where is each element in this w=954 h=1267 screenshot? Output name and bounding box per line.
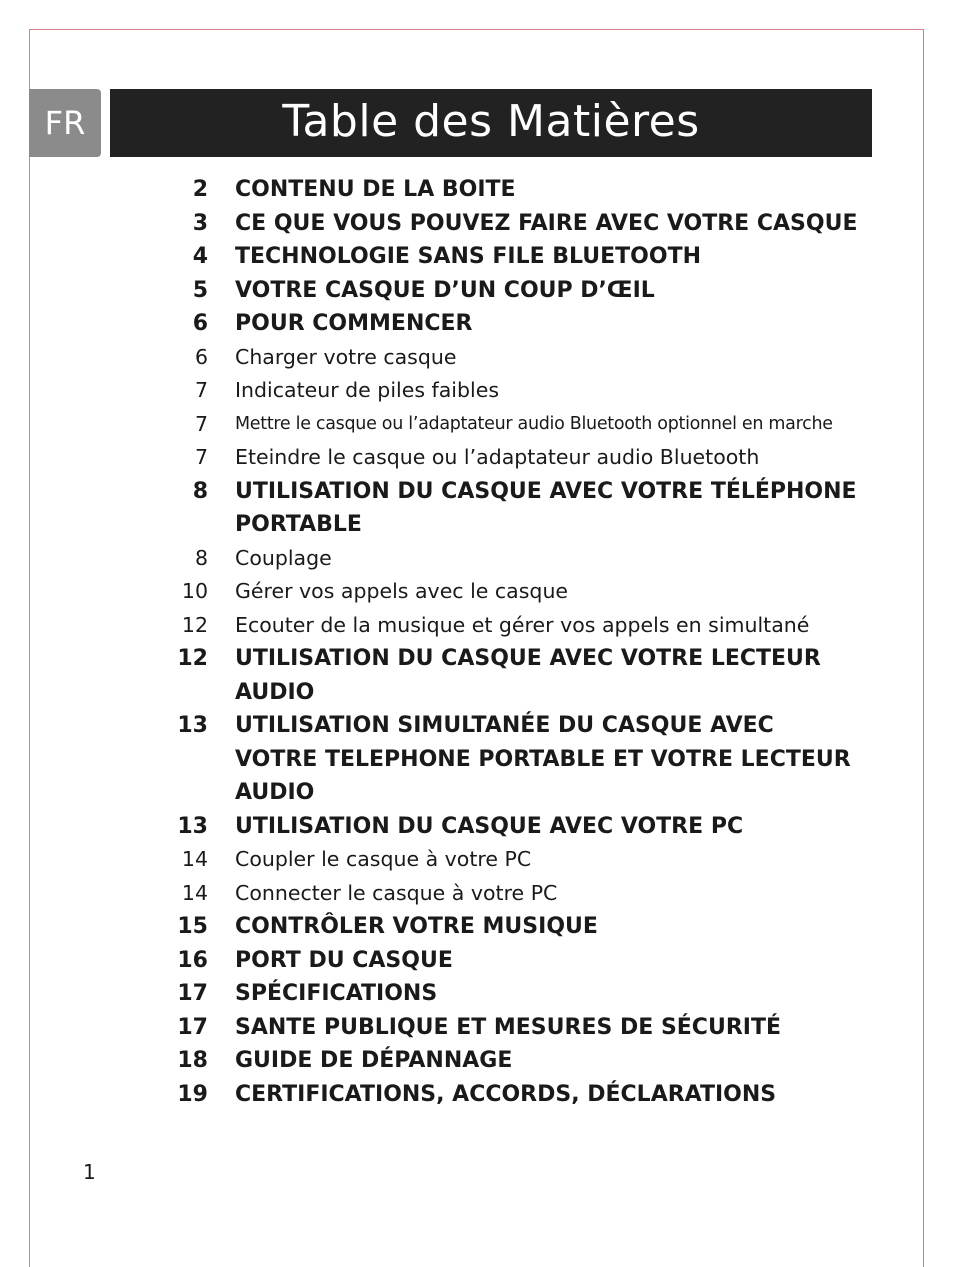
toc-entry[interactable] (160, 709, 860, 810)
toc-entry[interactable] (160, 408, 860, 442)
toc-entry[interactable] (160, 1011, 860, 1045)
table-of-contents (160, 173, 860, 1111)
toc-entry[interactable] (160, 542, 860, 576)
toc-entry-label: CE QUE VOUS POUVEZ FAIRE AVEC VOTRE CASQUE (235, 210, 858, 236)
toc-page-number: 15 (177, 914, 208, 939)
toc-entry[interactable] (160, 977, 860, 1011)
toc-entry[interactable] (160, 307, 860, 341)
toc-entry-label: Eteindre le casque ou l’adaptateur audio Bluetooth (235, 445, 760, 469)
toc-entry-label: UTILISATION DU CASQUE AVEC VOTRE PC (235, 813, 744, 839)
toc-entry-label: Connecter le casque à votre PC (235, 880, 558, 905)
toc-entry-label: Charger votre casque (235, 344, 457, 369)
page-number: 1 (83, 1160, 96, 1184)
toc-entry[interactable] (160, 609, 860, 643)
toc-entry[interactable] (160, 1078, 860, 1112)
toc-entry[interactable] (160, 910, 860, 944)
toc-entry-label: CERTIFICATIONS, ACCORDS, DÉCLARATIONS (235, 1081, 777, 1107)
toc-entry-label: UTILISATION DU CASQUE AVEC VOTRE LECTEUR AUDIO (235, 646, 821, 705)
toc-entry[interactable] (160, 1044, 860, 1078)
title-bar (110, 89, 872, 157)
toc-page-number: 7 (194, 411, 208, 436)
toc-entry-label: Mettre le casque ou l’adaptateur audio Bluetooth optionnel en marche (235, 413, 833, 434)
toc-entry-label: VOTRE CASQUE D’UN COUP D’ŒIL (235, 277, 655, 303)
toc-page-number: 6 (192, 311, 208, 336)
toc-page-number: 19 (177, 1081, 208, 1107)
toc-entry-label: Gérer vos appels avec le casque (235, 579, 569, 603)
toc-page-number: 16 (177, 947, 208, 973)
toc-entry[interactable] (160, 441, 860, 475)
toc-entry[interactable] (160, 843, 860, 877)
toc-page-number: 7 (194, 445, 208, 469)
toc-page-number: 5 (192, 277, 208, 303)
toc-page-number: 10 (181, 579, 208, 603)
toc-page-number: 12 (181, 612, 208, 637)
toc-entry[interactable] (160, 877, 860, 911)
toc-page-number: 12 (177, 646, 208, 671)
toc-page-number: 8 (192, 478, 208, 504)
toc-entry-label: UTILISATION DU CASQUE AVEC VOTRE TÉLÉPHONE PORTABLE (235, 478, 857, 537)
toc-page-number: 14 (181, 880, 208, 905)
toc-entry[interactable] (160, 575, 860, 609)
toc-entry-label: CONTENU DE LA BOITE (235, 177, 516, 202)
toc-page-number: 8 (194, 545, 208, 570)
toc-page-number: 18 (177, 1048, 208, 1073)
toc-page-number: 6 (194, 344, 208, 369)
toc-entry-label: TECHNOLOGIE SANS FILE BLUETOOTH (235, 244, 702, 269)
toc-entry-label: POUR COMMENCER (235, 311, 473, 336)
toc-entry[interactable] (160, 374, 860, 408)
toc-entry[interactable] (160, 207, 860, 241)
toc-entry-label: Couplage (235, 545, 332, 570)
toc-entry[interactable] (160, 475, 860, 542)
toc-page-number: 7 (194, 378, 208, 402)
toc-entry-label: SPÉCIFICATIONS (235, 981, 438, 1006)
toc-entry[interactable] (160, 944, 860, 978)
toc-entry[interactable] (160, 240, 860, 274)
toc-page-number: 3 (192, 210, 208, 236)
toc-entry-label: Indicateur de piles faibles (235, 378, 499, 402)
toc-entry-label: Ecouter de la musique et gérer vos appels en simultané (235, 612, 810, 637)
toc-page-number: 17 (177, 981, 208, 1006)
toc-entry[interactable] (160, 810, 860, 844)
toc-entry-label: CONTRÔLER VOTRE MUSIQUE (235, 914, 598, 939)
toc-entry-label: UTILISATION SIMULTANÉE DU CASQUE AVEC VOTRE TELEPHONE PORTABLE ET VOTRE LECTEUR AUDIO (235, 713, 851, 805)
toc-entry-label: Coupler le casque à votre PC (235, 847, 532, 871)
toc-entry[interactable] (160, 173, 860, 207)
toc-entry[interactable] (160, 642, 860, 709)
page-title: Table des Matières (282, 96, 700, 147)
toc-entry-label: GUIDE DE DÉPANNAGE (235, 1048, 513, 1073)
toc-page-number: 2 (192, 177, 208, 202)
toc-entry[interactable] (160, 274, 860, 308)
toc-page-number: 4 (192, 244, 208, 269)
toc-page-number: 17 (177, 1014, 208, 1040)
toc-entry-label: PORT DU CASQUE (235, 947, 453, 973)
toc-page-number: 13 (177, 713, 208, 738)
toc-entry[interactable] (160, 341, 860, 375)
toc-entry-label: SANTE PUBLIQUE ET MESURES DE SÉCURITÉ (235, 1014, 781, 1040)
toc-page-number: 14 (181, 847, 208, 871)
language-tab: FR (29, 89, 101, 157)
toc-page-number: 13 (177, 813, 208, 839)
